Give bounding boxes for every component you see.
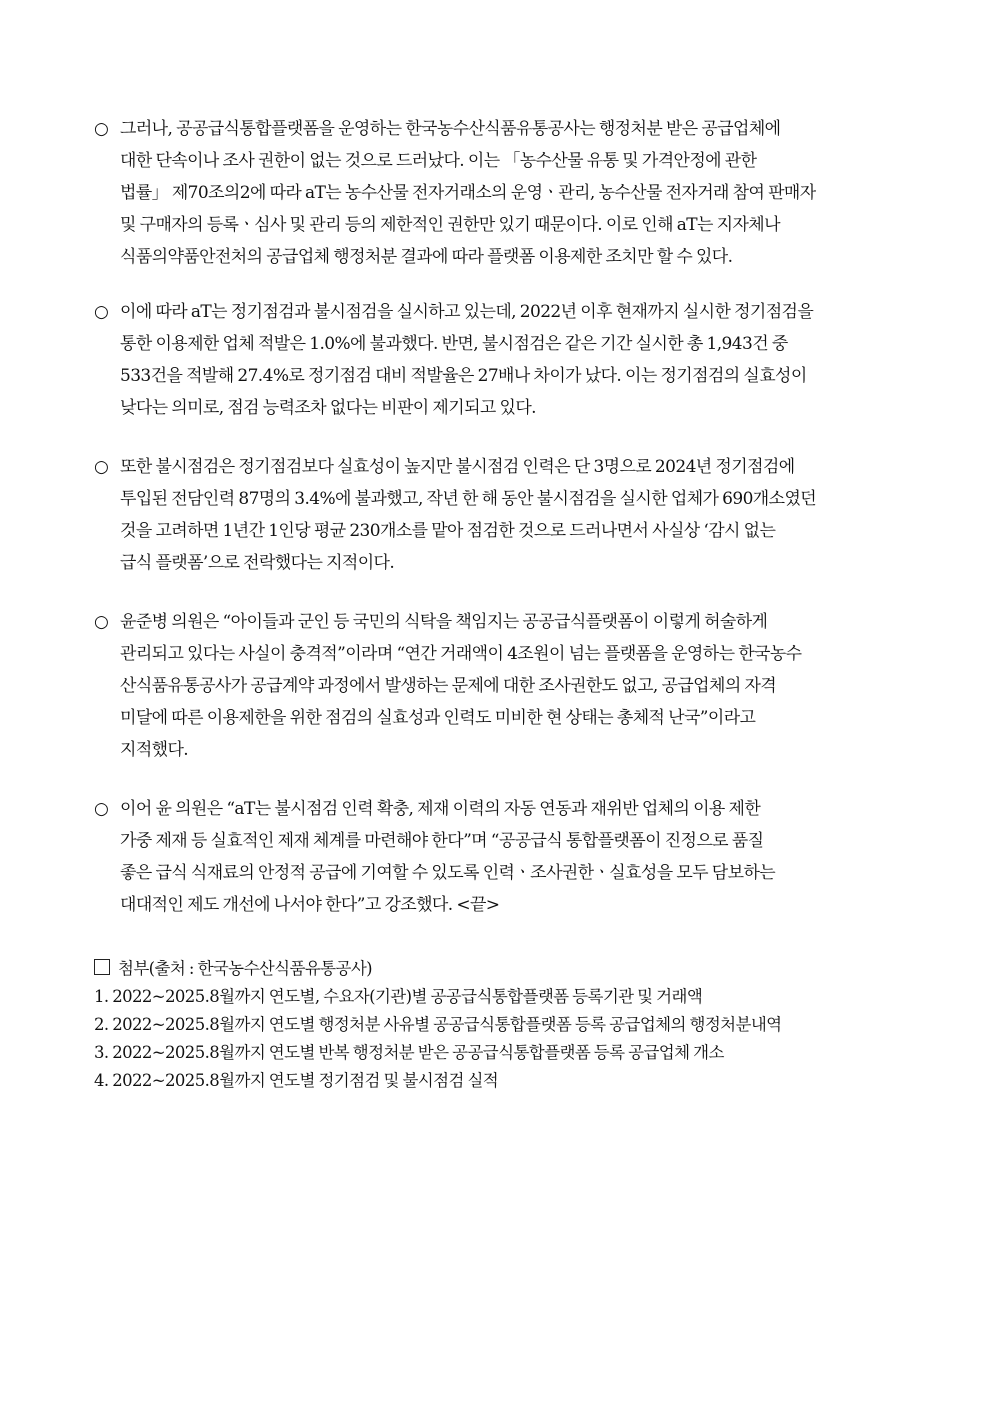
paragraph-5 bbox=[94, 793, 900, 921]
square-box-icon bbox=[94, 959, 110, 975]
paragraph-line: 가중 제재 등 실효적인 제재 체계를 마련해야 한다”며 “공공급식 통합플랫폼이 진정으로 품질 bbox=[120, 831, 764, 851]
circle-bullet-icon: ○ bbox=[94, 119, 109, 139]
paragraph-line: 산식품유통공사가 공급계약 과정에서 발생하는 문제에 대한 조사권한도 없고, 공급업체의 자격 bbox=[120, 676, 777, 696]
paragraph-text: 또한 불시점검은 정기점검보다 실효성이 높지만 불시점검 인력은 단 3명으로 2024년 정기점검에 bbox=[120, 457, 795, 477]
paragraph-2 bbox=[94, 296, 900, 424]
paragraph-line bbox=[94, 606, 900, 638]
paragraph-line: 투입된 전담인력 87명의 3.4%에 불과했고, 작년 한 해 동안 불시점검을 실시한 업체가 690개소였던 bbox=[120, 489, 817, 509]
paragraph-text: 이에 따라 aT는 정기점검과 불시점검을 실시하고 있는데, 2022년 이후 현재까지 실시한 정기점검을 bbox=[120, 302, 814, 322]
attachments-list bbox=[94, 983, 914, 1095]
paragraph-line: 대대적인 제도 개선에 나서야 한다”고 강조했다. <끝> bbox=[120, 895, 500, 915]
paragraph-line: 지적했다. bbox=[120, 740, 189, 760]
paragraph-line: 것을 고려하면 1년간 1인당 평균 230개소를 맡아 점검한 것으로 드러나면서 사실상 ‘감시 없는 bbox=[120, 521, 776, 541]
paragraph-line: 법률」 제70조의2에 따라 aT는 농수산물 전자거래소의 운영ㆍ관리, 농수산물 전자거래 참여 판매자 bbox=[120, 183, 816, 203]
paragraph-4 bbox=[94, 606, 900, 766]
paragraph-line: 미달에 따른 이용제한을 위한 점검의 실효성과 인력도 미비한 현 상태는 총체적 난국”이라고 bbox=[120, 708, 756, 728]
circle-bullet-icon: ○ bbox=[94, 612, 109, 632]
paragraph-text: 그러나, 공공급식통합플랫폼을 운영하는 한국농수산식품유통공사는 행정처분 받은 공급업체에 bbox=[120, 119, 781, 139]
paragraph-line bbox=[94, 296, 900, 328]
paragraph-line: 급식 플랫폼’으로 전락했다는 지적이다. bbox=[120, 553, 395, 573]
paragraph-line bbox=[94, 793, 900, 825]
paragraph-line: 및 구매자의 등록ㆍ심사 및 관리 등의 제한적인 권한만 있기 때문이다. 이로 인해 aT는 지자체나 bbox=[120, 215, 780, 235]
paragraph-1 bbox=[94, 113, 900, 273]
circle-bullet-icon: ○ bbox=[94, 799, 109, 819]
attachment-item: 3. 2022~2025.8월까지 연도별 반복 행정처분 받은 공공급식통합플랫폼 등록 공급업체 개소 bbox=[94, 1043, 724, 1062]
paragraph-line: 대한 단속이나 조사 권한이 없는 것으로 드러났다. 이는 「농수산물 유통 및 가격안정에 관한 bbox=[120, 151, 757, 171]
attachments-heading bbox=[94, 955, 914, 983]
circle-bullet-icon: ○ bbox=[94, 457, 109, 477]
circle-bullet-icon: ○ bbox=[94, 302, 109, 322]
paragraph-line: 533건을 적발해 27.4%로 정기점검 대비 적발율은 27배나 차이가 났다. 이는 정기점검의 실효성이 bbox=[120, 366, 807, 386]
paragraph-line bbox=[94, 451, 900, 483]
paragraph-line: 통한 이용제한 업체 적발은 1.0%에 불과했다. 반면, 불시점검은 같은 기간 실시한 총 1,943건 중 bbox=[120, 334, 788, 354]
paragraph-text: 윤준병 의원은 “아이들과 군인 등 국민의 식탁을 책임지는 공공급식플랫폼이 이렇게 허술하게 bbox=[120, 612, 768, 632]
paragraph-text: 이어 윤 의원은 “aT는 불시점검 인력 확충, 제재 이력의 자동 연동과 재위반 업체의 이용 제한 bbox=[120, 799, 761, 819]
paragraph-line bbox=[94, 113, 900, 145]
attachments-heading-text: 첨부(출처 : 한국농수산식품유통공사) bbox=[118, 959, 373, 978]
attachment-item: 4. 2022~2025.8월까지 연도별 정기점검 및 불시점검 실적 bbox=[94, 1071, 499, 1090]
paragraph-line: 좋은 급식 식재료의 안정적 공급에 기여할 수 있도록 인력ㆍ조사권한ㆍ실효성을 모두 담보하는 bbox=[120, 863, 776, 883]
attachment-item: 1. 2022~2025.8월까지 연도별, 수요자(기관)별 공공급식통합플랫폼 등록기관 및 거래액 bbox=[94, 987, 703, 1006]
paragraph-line: 식품의약품안전처의 공급업체 행정처분 결과에 따라 플랫폼 이용제한 조치만 할 수 있다. bbox=[120, 247, 733, 267]
attachment-item: 2. 2022~2025.8월까지 연도별 행정처분 사유별 공공급식통합플랫폼 등록 공급업체의 행정처분내역 bbox=[94, 1015, 782, 1034]
paragraph-3 bbox=[94, 451, 900, 579]
paragraph-line: 낮다는 의미로, 점검 능력조차 없다는 비판이 제기되고 있다. bbox=[120, 398, 536, 418]
paragraph-line: 관리되고 있다는 사실이 충격적”이라며 “연간 거래액이 4조원이 넘는 플랫폼을 운영하는 한국농수 bbox=[120, 644, 802, 664]
